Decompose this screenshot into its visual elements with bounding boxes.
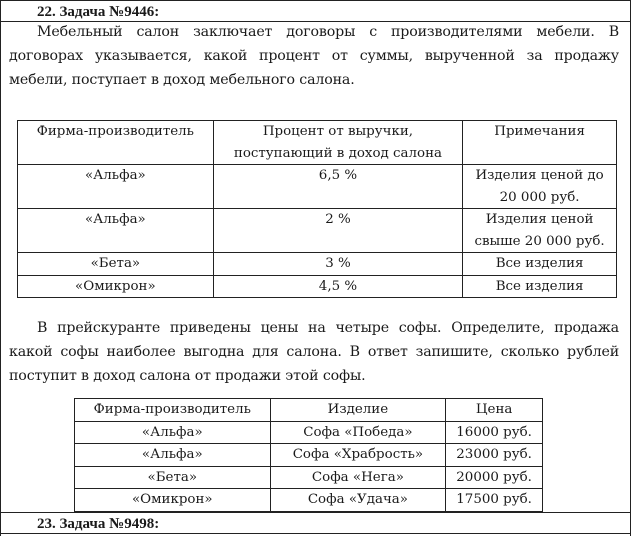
notes-cell: Все изделия [463, 275, 617, 298]
task-header-9498: 23. Задача №9498: [1, 512, 630, 534]
table-header-row [75, 399, 543, 422]
percent-cell: 2 % [213, 209, 462, 253]
manufacturer-cell: «Бета» [18, 253, 214, 276]
percent-cell: 3 % [213, 253, 462, 276]
column-header-manufacturer: Фирма-производитель [75, 399, 271, 422]
column-header-product: Изделие [270, 399, 446, 422]
contracts-table [17, 120, 617, 298]
column-header-price: Цена [446, 399, 543, 422]
manufacturer-cell: «Альфа» [75, 444, 271, 467]
product-cell: Софа «Храбрость» [270, 444, 446, 467]
notes-cell: Изделия ценой свыше 20 000 руб. [463, 209, 617, 253]
column-header-manufacturer: Фирма-производитель [18, 121, 214, 165]
table-row [18, 165, 617, 209]
task-header-9446: 22. Задача №9446: [1, 0, 630, 22]
product-cell: Софа «Победа» [270, 421, 446, 444]
table-row [18, 253, 617, 276]
table-row [75, 489, 543, 512]
manufacturer-cell: «Омикрон» [75, 489, 271, 512]
table-row [75, 421, 543, 444]
product-cell: Софа «Нега» [270, 466, 446, 489]
product-cell: Софа «Удача» [270, 489, 446, 512]
task-question-paragraph: В прейскуранте приведены цены на четыре софы. Определите, продажа какой софы наиболее выгодна для салона. В ответ запишите, сколько рублей поступит в доход салона от продажи этой софы. [9, 320, 619, 384]
price-cell: 23000 руб. [446, 444, 543, 467]
manufacturer-cell: «Бета» [75, 466, 271, 489]
percent-cell: 6,5 % [213, 165, 462, 209]
column-header-percent: Процент от выручки, поступающий в доход салона [213, 121, 462, 165]
manufacturer-cell: «Альфа» [18, 209, 214, 253]
manufacturer-cell: «Омикрон» [18, 275, 214, 298]
manufacturer-cell: «Альфа» [18, 165, 214, 209]
table-header-row [18, 121, 617, 165]
notes-cell: Все изделия [463, 253, 617, 276]
price-cell: 17500 руб. [446, 489, 543, 512]
manufacturer-cell: «Альфа» [75, 421, 271, 444]
table-row [75, 466, 543, 489]
percent-cell: 4,5 % [213, 275, 462, 298]
table-row [18, 209, 617, 253]
task-condition-paragraph: Мебельный салон заключает договоры с производителями мебели. В договорах указывается, какой процент от суммы, вырученной за продажу мебели, поступает в доход мебельного салона. [9, 24, 619, 88]
price-list-table [74, 398, 543, 512]
column-header-notes: Примечания [463, 121, 617, 165]
price-cell: 16000 руб. [446, 421, 543, 444]
table-row [75, 444, 543, 467]
table-row [18, 275, 617, 298]
price-cell: 20000 руб. [446, 466, 543, 489]
notes-cell: Изделия ценой до 20 000 руб. [463, 165, 617, 209]
